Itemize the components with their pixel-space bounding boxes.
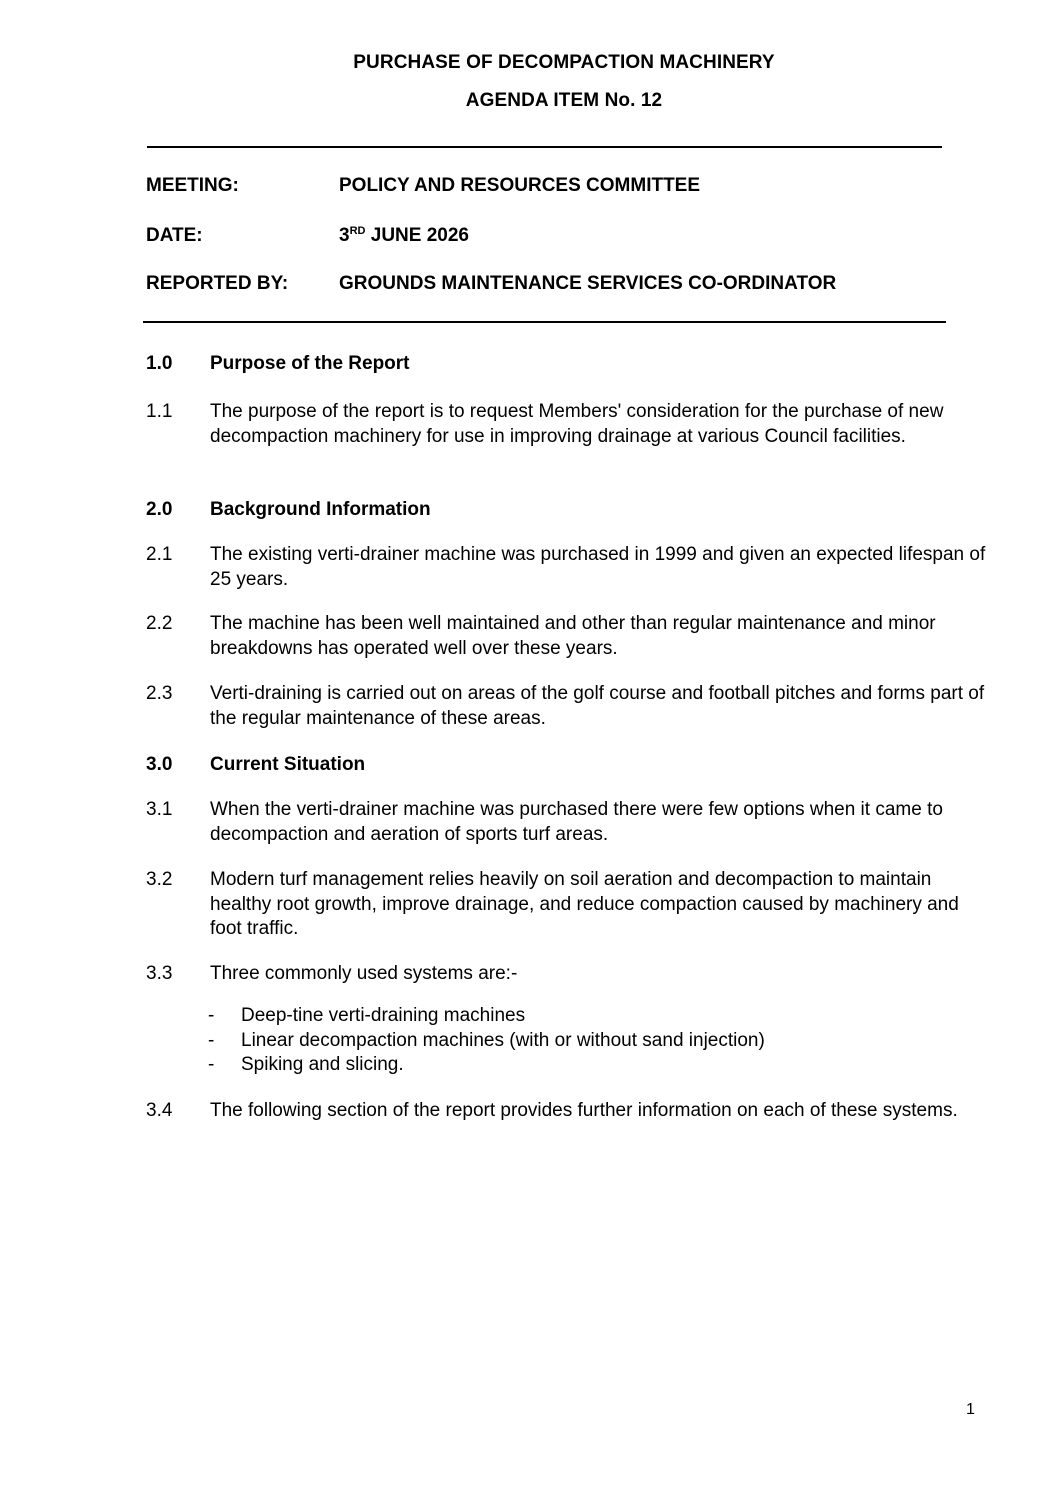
meeting-label: MEETING: xyxy=(146,175,239,196)
list-item-text: Spiking and slicing. xyxy=(241,1054,404,1075)
paragraph-text: The machine has been well maintained and other than regular maintenance and minor breakdowns has operated well over these years. xyxy=(210,613,936,659)
paragraph-number: 2.2 xyxy=(146,613,173,634)
agenda-item: AGENDA ITEM No. 12 xyxy=(465,90,663,111)
section-title: Background Information xyxy=(210,499,431,520)
paragraph-text: When the verti-drainer machine was purchased there were few options when it came to decompaction and aeration of sports turf areas. xyxy=(210,799,943,845)
top-divider xyxy=(147,146,942,148)
paragraph-text: Modern turf management relies heavily on soil aeration and decompaction to maintain healthy root growth, improve drainage, and reduce compaction caused by machinery and foot traffic. xyxy=(210,869,959,939)
paragraph-text: The existing verti-drainer machine was purchased in 1999 and given an expected lifespan of 25 years. xyxy=(210,544,986,590)
paragraph-number: 3.3 xyxy=(146,963,173,984)
bullet-marker: - xyxy=(208,1054,215,1075)
paragraph-text: Three commonly used systems are:- xyxy=(210,963,518,984)
reported-by-label: REPORTED BY: xyxy=(146,273,289,294)
section-title: Current Situation xyxy=(210,754,366,775)
list-item-text: Deep-tine verti-draining machines xyxy=(241,1005,526,1026)
list-item-text: Linear decompaction machines (with or without sand injection) xyxy=(241,1030,765,1051)
section-title: Purpose of the Report xyxy=(210,353,410,374)
section-number: 1.0 xyxy=(146,353,173,374)
paragraph-number: 2.1 xyxy=(146,544,173,565)
paragraph-text: The following section of the report provides further information on each of these systems. xyxy=(210,1100,958,1121)
reported-by-value: GROUNDS MAINTENANCE SERVICES CO-ORDINATOR xyxy=(339,273,837,294)
date-label: DATE: xyxy=(146,225,203,246)
paragraph-number: 2.3 xyxy=(146,683,173,704)
document-title: PURCHASE OF DECOMPACTION MACHINERY xyxy=(353,52,775,73)
meeting-value: POLICY AND RESOURCES COMMITTEE xyxy=(339,175,701,196)
paragraph-number: 3.2 xyxy=(146,869,173,890)
page-number: 1 xyxy=(966,1401,975,1418)
paragraph-text: Verti-draining is carried out on areas of the golf course and football pitches and forms part of the regular maintenance of these areas. xyxy=(210,683,985,729)
date-rest: JUNE 2026 xyxy=(365,225,469,246)
paragraph-text: The purpose of the report is to request Members' consideration for the purchase of new decompaction machinery for use in improving drainage at various Council facilities. xyxy=(210,401,944,447)
section-number: 2.0 xyxy=(146,499,173,520)
bottom-divider xyxy=(143,321,946,323)
date-suffix: RD xyxy=(349,225,366,237)
bullet-marker: - xyxy=(208,1005,215,1026)
paragraph-number: 3.4 xyxy=(146,1100,173,1121)
paragraph-number: 1.1 xyxy=(146,401,173,422)
date-day: 3 xyxy=(339,225,350,246)
date-value xyxy=(339,225,469,247)
paragraph-number: 3.1 xyxy=(146,799,173,820)
section-number: 3.0 xyxy=(146,754,173,775)
bullet-marker: - xyxy=(208,1030,215,1051)
